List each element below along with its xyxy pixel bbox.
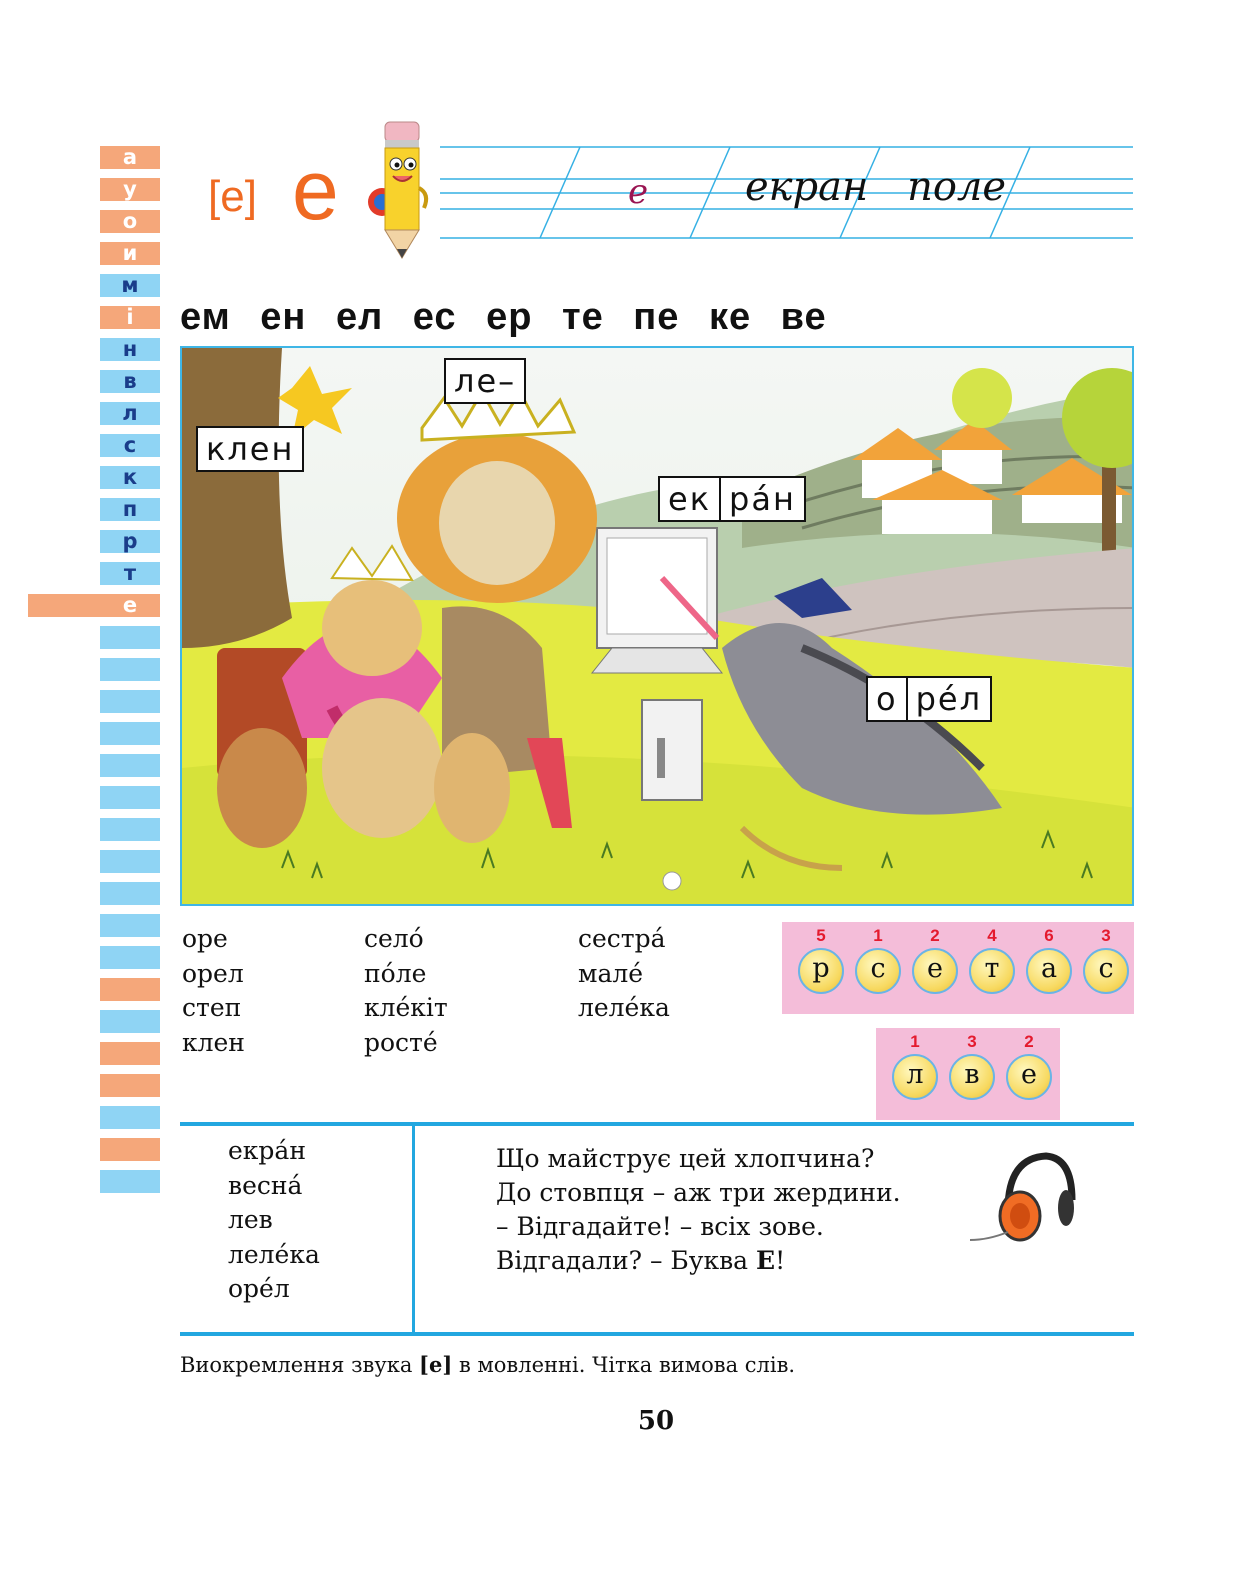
alphabet-letter-char: н — [122, 337, 138, 361]
word-column-1 — [182, 922, 245, 1060]
alphabet-letter — [100, 146, 160, 169]
puzzle-letter-ball: а — [1026, 948, 1072, 994]
puzzle-letter-ball: с — [1083, 948, 1129, 994]
alphabet-empty-cell — [100, 978, 160, 1001]
word: клен — [182, 1027, 245, 1057]
alphabet-letter — [100, 306, 160, 329]
word-column-2 — [364, 922, 448, 1060]
alphabet-letter — [100, 210, 160, 233]
alphabet-empty-cell — [100, 722, 160, 745]
riddle-last-prefix: Відгадали? – Буква — [496, 1246, 757, 1275]
riddle-last-bold: Е — [756, 1246, 776, 1275]
puzzle-number: 5 — [816, 926, 826, 945]
illustration — [180, 346, 1134, 906]
alphabet-empty-cell — [100, 754, 160, 777]
puzzle-letter-ball: р — [798, 948, 844, 994]
alphabet-letter-char: у — [123, 177, 137, 201]
alphabet-empty-cell — [100, 626, 160, 649]
alphabet-letter-char: к — [122, 465, 138, 489]
alphabet-strip — [100, 146, 160, 1202]
caption-prefix: Виокремлення звука — [180, 1353, 420, 1377]
alphabet-empty-cell — [100, 1042, 160, 1065]
bottom-word-list — [228, 1134, 320, 1307]
word: весна́ — [228, 1170, 303, 1200]
word: леле́ка — [578, 993, 670, 1022]
word: сестра́ — [578, 924, 666, 953]
alphabet-empty-cell — [100, 1106, 160, 1129]
alphabet-empty-cell — [100, 1170, 160, 1193]
alphabet-empty-cell — [100, 818, 160, 841]
puzzle-letter-ball: е — [1006, 1054, 1052, 1100]
illustration-drawing — [182, 348, 1134, 906]
alphabet-empty-cell — [100, 882, 160, 905]
puzzle-letter-ball: в — [949, 1054, 995, 1100]
alphabet-letter — [100, 370, 160, 393]
label-orel-part-2: ре́л — [906, 678, 990, 720]
letter-puzzle-1 — [782, 922, 1134, 1014]
label-le — [444, 358, 526, 404]
word: степ — [182, 993, 242, 1022]
alphabet-letter — [100, 274, 160, 297]
caption-bold: [е] — [419, 1352, 453, 1377]
word: леле́ка — [228, 1239, 320, 1269]
alphabet-letter — [100, 402, 160, 425]
riddle — [496, 1142, 901, 1278]
alphabet-empty-cell — [100, 690, 160, 713]
alphabet-letter-char: л — [122, 401, 138, 425]
puzzle-letter-ball: т — [969, 948, 1015, 994]
alphabet-letter-char: а — [122, 145, 138, 169]
puzzle-letter-ball: е — [912, 948, 958, 994]
alphabet-letter — [100, 530, 160, 553]
divider-top — [180, 1122, 1134, 1126]
alphabet-letter-char: в — [123, 369, 137, 393]
word: росте́ — [364, 1027, 438, 1057]
word: лев — [228, 1205, 273, 1234]
word: село́ — [364, 924, 424, 953]
syllable-row: ем ен ел ес ер те пе ке ве — [180, 296, 827, 338]
label-ekran — [658, 476, 806, 522]
puzzle-number: 1 — [873, 926, 883, 945]
puzzle-number: 4 — [987, 926, 997, 945]
alphabet-letter — [100, 466, 160, 489]
puzzle-number: 2 — [1024, 1032, 1034, 1051]
label-klen — [196, 426, 304, 472]
caption-suffix: в мовленні. Чітка вимова слів. — [452, 1353, 796, 1377]
label-orel-part-1: о — [876, 680, 898, 718]
alphabet-empty-cell — [100, 850, 160, 873]
word: оре — [182, 924, 228, 953]
alphabet-letter — [100, 338, 160, 361]
label-ekran-part-2: ра́н — [719, 478, 804, 520]
word: кле́кіт — [364, 993, 448, 1022]
alphabet-empty-cell — [100, 946, 160, 969]
alphabet-letter-char: м — [121, 273, 139, 297]
alphabet-letter-char: т — [123, 561, 137, 585]
alphabet-empty-cell — [100, 786, 160, 809]
riddle-line: Що майструє цей хлопчина? — [496, 1144, 875, 1173]
riddle-line: До стовпця – аж три жердини. — [496, 1178, 901, 1207]
puzzle-number: 6 — [1044, 926, 1054, 945]
alphabet-letter — [100, 178, 160, 201]
alphabet-letter-char: і — [126, 305, 134, 329]
riddle-line: – Відгадайте! – всіх зове. — [496, 1212, 824, 1241]
word: мале́ — [578, 958, 644, 988]
pencil-mascot-icon — [360, 118, 440, 260]
handwriting-letter: е — [628, 172, 649, 212]
riddle-last-suffix: ! — [775, 1246, 786, 1275]
word: оре́л — [228, 1274, 290, 1303]
big-letter: е — [292, 143, 339, 237]
alphabet-empty-cell — [100, 658, 160, 681]
alphabet-empty-cell — [100, 1010, 160, 1033]
word: орел — [182, 958, 244, 988]
alphabet-letter — [28, 594, 160, 617]
puzzle-number: 1 — [910, 1032, 920, 1051]
alphabet-letter — [100, 498, 160, 521]
puzzle-number: 3 — [1101, 926, 1111, 945]
puzzle-letter-ball: с — [855, 948, 901, 994]
caption — [180, 1352, 795, 1377]
puzzle-letter-ball: л — [892, 1054, 938, 1100]
alphabet-letter-char: с — [123, 433, 137, 457]
alphabet-letter-char: е — [122, 593, 138, 617]
handwriting-words: екран поле — [745, 164, 1007, 210]
word: по́ле — [364, 958, 427, 988]
alphabet-empty-cell — [100, 1138, 160, 1161]
sound-symbol: [е] — [208, 172, 257, 221]
riddle-line — [496, 1244, 901, 1278]
letter-puzzle-2 — [876, 1028, 1060, 1120]
puzzle-number: 3 — [967, 1032, 977, 1051]
divider-vertical — [412, 1126, 415, 1334]
alphabet-letter — [100, 242, 160, 265]
alphabet-letter — [100, 562, 160, 585]
alphabet-empty-cell — [100, 914, 160, 937]
label-le-part: ле– — [454, 362, 517, 400]
alphabet-letter — [100, 434, 160, 457]
word-column-3 — [578, 922, 670, 1026]
alphabet-letter-char: и — [122, 241, 138, 265]
page-number: 50 — [637, 1406, 675, 1436]
divider-bottom — [180, 1332, 1134, 1336]
headphones-icon — [968, 1150, 1078, 1250]
alphabet-letter-char: р — [122, 529, 138, 553]
label-klen-part: клен — [206, 430, 295, 468]
alphabet-empty-cell — [100, 1074, 160, 1097]
alphabet-letter-char: п — [122, 497, 138, 521]
puzzle-number: 2 — [930, 926, 940, 945]
label-ekran-part-1: ек — [668, 480, 712, 518]
label-orel — [866, 676, 992, 722]
word: екра́н — [228, 1136, 306, 1165]
alphabet-letter-char: о — [122, 209, 138, 233]
